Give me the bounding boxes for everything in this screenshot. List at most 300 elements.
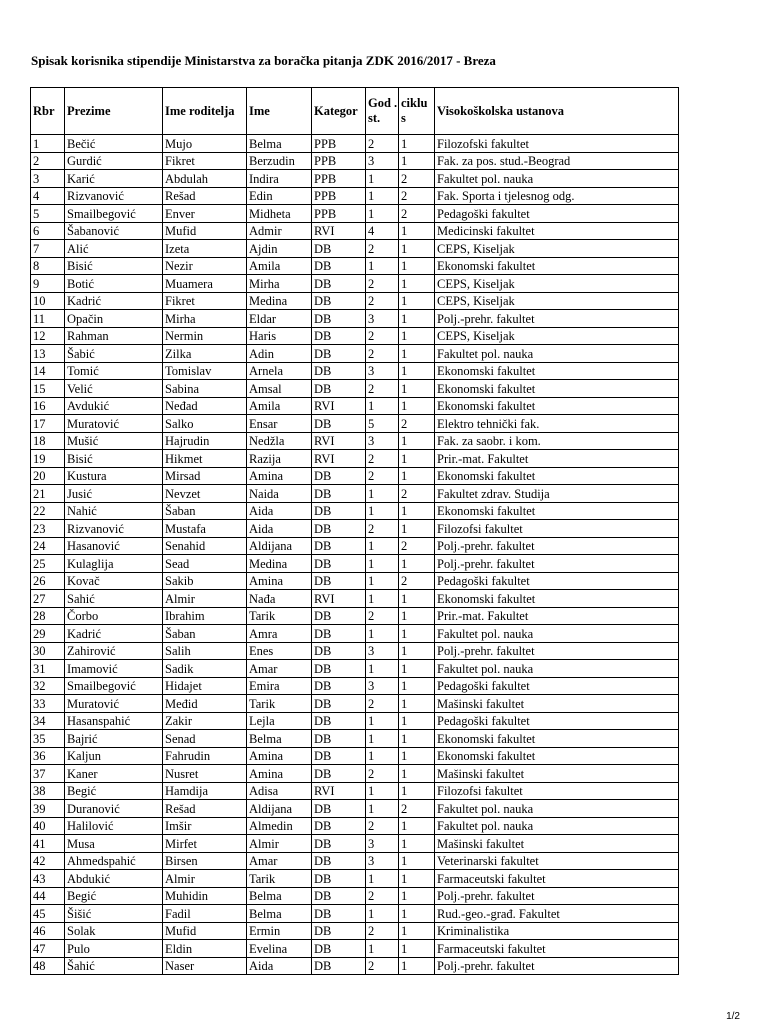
ciklus-cell: 1	[399, 625, 435, 643]
column-header-prezime: Prezime	[65, 88, 163, 135]
table-body	[31, 135, 679, 975]
ciklus-cell: 1	[399, 870, 435, 888]
kategorija-cell: DB	[312, 310, 366, 328]
ciklus-cell: 1	[399, 590, 435, 608]
ustanova-cell: Fakultet pol. nauka	[435, 817, 679, 835]
ime-cell: Nedžla	[247, 432, 312, 450]
prezime-cell: Ahmedspahić	[65, 852, 163, 870]
table-row	[31, 712, 679, 730]
prezime-cell: Hasanspahić	[65, 712, 163, 730]
ime-roditelja-cell: Muamera	[163, 275, 247, 293]
godina-cell: 1	[366, 257, 399, 275]
rbr-cell: 48	[31, 957, 65, 975]
table-row	[31, 467, 679, 485]
ime-cell: Tarik	[247, 870, 312, 888]
godina-cell: 4	[366, 222, 399, 240]
ime-roditelja-cell: Fadil	[163, 905, 247, 923]
ime-roditelja-cell: Šaban	[163, 502, 247, 520]
ustanova-cell: Ekonomski fakultet	[435, 257, 679, 275]
ime-cell: Mirha	[247, 275, 312, 293]
godina-cell: 1	[366, 782, 399, 800]
kategorija-cell: DB	[312, 940, 366, 958]
ime-cell: Evelina	[247, 940, 312, 958]
scholarship-table	[30, 87, 679, 975]
ime-cell: Tarik	[247, 607, 312, 625]
ustanova-cell: Mašinski fakultet	[435, 695, 679, 713]
ustanova-cell: Fakultet pol. nauka	[435, 345, 679, 363]
ustanova-cell: Ekonomski fakultet	[435, 590, 679, 608]
prezime-cell: Smailbegović	[65, 205, 163, 223]
godina-cell: 3	[366, 310, 399, 328]
prezime-cell: Karić	[65, 170, 163, 188]
ime-roditelja-cell: Eldin	[163, 940, 247, 958]
godina-cell: 2	[366, 345, 399, 363]
ciklus-cell: 1	[399, 695, 435, 713]
rbr-cell: 10	[31, 292, 65, 310]
ustanova-cell: Mašinski fakultet	[435, 765, 679, 783]
ciklus-cell: 1	[399, 327, 435, 345]
kategorija-cell: DB	[312, 537, 366, 555]
rbr-cell: 39	[31, 800, 65, 818]
godina-cell: 2	[366, 887, 399, 905]
rbr-cell: 9	[31, 275, 65, 293]
page-title: Spisak korisnika stipendije Ministarstva za boračka pitanja ZDK 2016/2017 - Breza	[31, 53, 496, 68]
rbr-cell: 17	[31, 415, 65, 433]
godina-cell: 2	[366, 817, 399, 835]
godina-cell: 2	[366, 957, 399, 975]
prezime-cell: Begić	[65, 887, 163, 905]
rbr-cell: 40	[31, 817, 65, 835]
kategorija-cell: DB	[312, 257, 366, 275]
ime-roditelja-cell: Rešad	[163, 800, 247, 818]
ciklus-cell: 1	[399, 677, 435, 695]
table-row	[31, 327, 679, 345]
rbr-cell: 23	[31, 520, 65, 538]
rbr-cell: 7	[31, 240, 65, 258]
rbr-cell: 45	[31, 905, 65, 923]
table-row	[31, 905, 679, 923]
ciklus-cell: 1	[399, 152, 435, 170]
rbr-cell: 22	[31, 502, 65, 520]
table-row	[31, 730, 679, 748]
ime-roditelja-cell: Enver	[163, 205, 247, 223]
ciklus-cell: 1	[399, 835, 435, 853]
godina-cell: 1	[366, 800, 399, 818]
kategorija-cell: DB	[312, 607, 366, 625]
ustanova-cell: Pedagoški fakultet	[435, 712, 679, 730]
prezime-cell: Alić	[65, 240, 163, 258]
table-row	[31, 870, 679, 888]
godina-cell: 1	[366, 660, 399, 678]
prezime-cell: Abdukić	[65, 870, 163, 888]
prezime-cell: Kaner	[65, 765, 163, 783]
ciklus-cell: 1	[399, 765, 435, 783]
table-row	[31, 152, 679, 170]
ime-cell: Amina	[247, 765, 312, 783]
ustanova-cell: CEPS, Kiseljak	[435, 327, 679, 345]
ime-cell: Eldar	[247, 310, 312, 328]
column-header-ime-roditelja: Ime roditelja	[163, 88, 247, 135]
rbr-cell: 42	[31, 852, 65, 870]
ustanova-cell: Fakultet pol. nauka	[435, 660, 679, 678]
ime-roditelja-cell: Nevzet	[163, 485, 247, 503]
ciklus-cell: 1	[399, 240, 435, 258]
ciklus-cell: 2	[399, 572, 435, 590]
table-row	[31, 852, 679, 870]
ustanova-cell: Rud.-geo.-građ. Fakultet	[435, 905, 679, 923]
column-header-godina-studija: God . st.	[366, 88, 399, 135]
prezime-cell: Imamović	[65, 660, 163, 678]
ime-roditelja-cell: Fikret	[163, 292, 247, 310]
kategorija-cell: DB	[312, 887, 366, 905]
prezime-cell: Rizvanović	[65, 520, 163, 538]
prezime-cell: Gurdić	[65, 152, 163, 170]
table-row	[31, 590, 679, 608]
kategorija-cell: RVI	[312, 397, 366, 415]
ciklus-cell: 1	[399, 957, 435, 975]
ciklus-cell: 1	[399, 310, 435, 328]
table-row	[31, 502, 679, 520]
table-row	[31, 537, 679, 555]
ustanova-cell: Fak. za saobr. i kom.	[435, 432, 679, 450]
table-header-row	[31, 88, 679, 135]
godina-cell: 1	[366, 905, 399, 923]
godina-cell: 1	[366, 625, 399, 643]
ime-roditelja-cell: Senad	[163, 730, 247, 748]
table-row	[31, 555, 679, 573]
ime-roditelja-cell: Sakib	[163, 572, 247, 590]
rbr-cell: 32	[31, 677, 65, 695]
ciklus-cell: 1	[399, 397, 435, 415]
ime-roditelja-cell: Muhidin	[163, 887, 247, 905]
godina-cell: 1	[366, 170, 399, 188]
ustanova-cell: Pedagoški fakultet	[435, 677, 679, 695]
column-header-ime: Ime	[247, 88, 312, 135]
ime-roditelja-cell: Hajrudin	[163, 432, 247, 450]
ime-cell: Belma	[247, 887, 312, 905]
godina-cell: 3	[366, 152, 399, 170]
prezime-cell: Velić	[65, 380, 163, 398]
kategorija-cell: DB	[312, 380, 366, 398]
godina-cell: 2	[366, 135, 399, 153]
ime-roditelja-cell: Sead	[163, 555, 247, 573]
ime-cell: Indira	[247, 170, 312, 188]
godina-cell: 2	[366, 292, 399, 310]
ustanova-cell: CEPS, Kiseljak	[435, 292, 679, 310]
rbr-cell: 6	[31, 222, 65, 240]
godina-cell: 1	[366, 712, 399, 730]
ustanova-cell: CEPS, Kiseljak	[435, 240, 679, 258]
page-number: 1/2	[726, 1011, 740, 1022]
table-row	[31, 310, 679, 328]
ustanova-cell: Filozofsi fakultet	[435, 782, 679, 800]
prezime-cell: Rahman	[65, 327, 163, 345]
ciklus-cell: 1	[399, 660, 435, 678]
prezime-cell: Kaljun	[65, 747, 163, 765]
rbr-cell: 1	[31, 135, 65, 153]
kategorija-cell: DB	[312, 695, 366, 713]
godina-cell: 3	[366, 677, 399, 695]
ustanova-cell: Ekonomski fakultet	[435, 467, 679, 485]
godina-cell: 1	[366, 502, 399, 520]
ime-cell: Adisa	[247, 782, 312, 800]
godina-cell: 2	[366, 450, 399, 468]
ciklus-cell: 1	[399, 362, 435, 380]
ime-roditelja-cell: Abdulah	[163, 170, 247, 188]
ime-cell: Amra	[247, 625, 312, 643]
prezime-cell: Muratović	[65, 415, 163, 433]
kategorija-cell: DB	[312, 712, 366, 730]
ustanova-cell: Prir.-mat. Fakultet	[435, 450, 679, 468]
kategorija-cell: DB	[312, 292, 366, 310]
ime-cell: Ensar	[247, 415, 312, 433]
ime-roditelja-cell: Rešad	[163, 187, 247, 205]
ime-roditelja-cell: Šaban	[163, 625, 247, 643]
ime-cell: Almedin	[247, 817, 312, 835]
kategorija-cell: DB	[312, 677, 366, 695]
kategorija-cell: PPB	[312, 187, 366, 205]
ciklus-cell: 2	[399, 800, 435, 818]
ustanova-cell: Ekonomski fakultet	[435, 380, 679, 398]
table-row	[31, 205, 679, 223]
kategorija-cell: DB	[312, 520, 366, 538]
table-row	[31, 415, 679, 433]
rbr-cell: 14	[31, 362, 65, 380]
ime-cell: Amsal	[247, 380, 312, 398]
ime-roditelja-cell: Mujo	[163, 135, 247, 153]
ustanova-cell: Farmaceutski fakultet	[435, 870, 679, 888]
table-row	[31, 677, 679, 695]
column-header-ustanova: Visokoškolska ustanova	[435, 88, 679, 135]
kategorija-cell: DB	[312, 922, 366, 940]
prezime-cell: Bečić	[65, 135, 163, 153]
rbr-cell: 12	[31, 327, 65, 345]
ciklus-cell: 1	[399, 730, 435, 748]
rbr-cell: 4	[31, 187, 65, 205]
ime-roditelja-cell: Nusret	[163, 765, 247, 783]
prezime-cell: Avdukić	[65, 397, 163, 415]
kategorija-cell: RVI	[312, 222, 366, 240]
ustanova-cell: Fak. za pos. stud.-Beograd	[435, 152, 679, 170]
kategorija-cell: DB	[312, 957, 366, 975]
godina-cell: 2	[366, 607, 399, 625]
ustanova-cell: Polj.-prehr. fakultet	[435, 555, 679, 573]
ime-cell: Aida	[247, 520, 312, 538]
ime-cell: Amila	[247, 397, 312, 415]
ime-roditelja-cell: Salko	[163, 415, 247, 433]
godina-cell: 3	[366, 642, 399, 660]
kategorija-cell: DB	[312, 485, 366, 503]
ime-cell: Aida	[247, 502, 312, 520]
rbr-cell: 11	[31, 310, 65, 328]
ciklus-cell: 1	[399, 852, 435, 870]
ustanova-cell: Fakultet pol. nauka	[435, 625, 679, 643]
table-row	[31, 625, 679, 643]
ime-cell: Razija	[247, 450, 312, 468]
prezime-cell: Mušić	[65, 432, 163, 450]
ime-cell: Enes	[247, 642, 312, 660]
prezime-cell: Šahić	[65, 957, 163, 975]
ime-cell: Amar	[247, 852, 312, 870]
ime-roditelja-cell: Almir	[163, 590, 247, 608]
ime-cell: Belma	[247, 905, 312, 923]
rbr-cell: 27	[31, 590, 65, 608]
rbr-cell: 31	[31, 660, 65, 678]
ustanova-cell: Kriminalistika	[435, 922, 679, 940]
ime-roditelja-cell: Fahrudin	[163, 747, 247, 765]
column-header-ciklus: ciklu s	[399, 88, 435, 135]
ime-roditelja-cell: Mirfet	[163, 835, 247, 853]
godina-cell: 2	[366, 275, 399, 293]
table-row	[31, 765, 679, 783]
kategorija-cell: DB	[312, 327, 366, 345]
table-row	[31, 275, 679, 293]
prezime-cell: Kovač	[65, 572, 163, 590]
prezime-cell: Bisić	[65, 450, 163, 468]
ime-roditelja-cell: Hidajet	[163, 677, 247, 695]
ime-cell: Emira	[247, 677, 312, 695]
ime-roditelja-cell: Birsen	[163, 852, 247, 870]
table-row	[31, 607, 679, 625]
ime-roditelja-cell: Zilka	[163, 345, 247, 363]
ime-roditelja-cell: Fikret	[163, 152, 247, 170]
kategorija-cell: RVI	[312, 450, 366, 468]
table-row	[31, 345, 679, 363]
ciklus-cell: 1	[399, 940, 435, 958]
rbr-cell: 36	[31, 747, 65, 765]
ustanova-cell: Medicinski fakultet	[435, 222, 679, 240]
table-row	[31, 817, 679, 835]
table-row	[31, 660, 679, 678]
table-row	[31, 695, 679, 713]
table-row	[31, 940, 679, 958]
rbr-cell: 20	[31, 467, 65, 485]
ime-roditelja-cell: Nezir	[163, 257, 247, 275]
ime-roditelja-cell: Hikmet	[163, 450, 247, 468]
rbr-cell: 18	[31, 432, 65, 450]
prezime-cell: Solak	[65, 922, 163, 940]
ustanova-cell: Polj.-prehr. fakultet	[435, 957, 679, 975]
godina-cell: 1	[366, 537, 399, 555]
rbr-cell: 34	[31, 712, 65, 730]
prezime-cell: Musa	[65, 835, 163, 853]
rbr-cell: 43	[31, 870, 65, 888]
ime-roditelja-cell: Izeta	[163, 240, 247, 258]
rbr-cell: 35	[31, 730, 65, 748]
prezime-cell: Kadrić	[65, 625, 163, 643]
ciklus-cell: 2	[399, 537, 435, 555]
kategorija-cell: DB	[312, 835, 366, 853]
ciklus-cell: 1	[399, 502, 435, 520]
prezime-cell: Šabanović	[65, 222, 163, 240]
kategorija-cell: DB	[312, 905, 366, 923]
prezime-cell: Nahić	[65, 502, 163, 520]
ciklus-cell: 1	[399, 450, 435, 468]
prezime-cell: Duranović	[65, 800, 163, 818]
ime-roditelja-cell: Mirsad	[163, 467, 247, 485]
ciklus-cell: 1	[399, 222, 435, 240]
prezime-cell: Bisić	[65, 257, 163, 275]
prezime-cell: Muratović	[65, 695, 163, 713]
table-row	[31, 432, 679, 450]
rbr-cell: 24	[31, 537, 65, 555]
godina-cell: 3	[366, 432, 399, 450]
godina-cell: 3	[366, 852, 399, 870]
ciklus-cell: 1	[399, 432, 435, 450]
ime-cell: Belma	[247, 135, 312, 153]
rbr-cell: 28	[31, 607, 65, 625]
ciklus-cell: 1	[399, 380, 435, 398]
ime-roditelja-cell: Hamdija	[163, 782, 247, 800]
table-row	[31, 642, 679, 660]
godina-cell: 2	[366, 380, 399, 398]
ustanova-cell: Mašinski fakultet	[435, 835, 679, 853]
kategorija-cell: DB	[312, 660, 366, 678]
table-row	[31, 240, 679, 258]
ciklus-cell: 1	[399, 887, 435, 905]
kategorija-cell: DB	[312, 555, 366, 573]
prezime-cell: Rizvanović	[65, 187, 163, 205]
prezime-cell: Sahić	[65, 590, 163, 608]
table-row	[31, 380, 679, 398]
ime-cell: Lejla	[247, 712, 312, 730]
ime-cell: Aldijana	[247, 537, 312, 555]
ustanova-cell: Pedagoški fakultet	[435, 205, 679, 223]
table-row	[31, 957, 679, 975]
rbr-cell: 3	[31, 170, 65, 188]
ciklus-cell: 1	[399, 922, 435, 940]
kategorija-cell: PPB	[312, 152, 366, 170]
table-row	[31, 170, 679, 188]
godina-cell: 3	[366, 835, 399, 853]
ime-cell: Amila	[247, 257, 312, 275]
ciklus-cell: 1	[399, 817, 435, 835]
table-row	[31, 572, 679, 590]
kategorija-cell: DB	[312, 870, 366, 888]
kategorija-cell: DB	[312, 747, 366, 765]
ustanova-cell: Prir.-mat. Fakultet	[435, 607, 679, 625]
kategorija-cell: PPB	[312, 135, 366, 153]
ciklus-cell: 1	[399, 292, 435, 310]
ime-cell: Amina	[247, 467, 312, 485]
godina-cell: 2	[366, 327, 399, 345]
ustanova-cell: Filozofski fakultet	[435, 135, 679, 153]
ustanova-cell: Fak. Sporta i tjelesnog odg.	[435, 187, 679, 205]
prezime-cell: Begić	[65, 782, 163, 800]
ciklus-cell: 1	[399, 555, 435, 573]
ustanova-cell: Farmaceutski fakultet	[435, 940, 679, 958]
ime-roditelja-cell: Imšir	[163, 817, 247, 835]
table-row	[31, 257, 679, 275]
kategorija-cell: DB	[312, 415, 366, 433]
godina-cell: 1	[366, 187, 399, 205]
rbr-cell: 13	[31, 345, 65, 363]
rbr-cell: 37	[31, 765, 65, 783]
ustanova-cell: Ekonomski fakultet	[435, 730, 679, 748]
prezime-cell: Kulaglija	[65, 555, 163, 573]
godina-cell: 1	[366, 940, 399, 958]
rbr-cell: 8	[31, 257, 65, 275]
ime-cell: Amar	[247, 660, 312, 678]
ime-cell: Admir	[247, 222, 312, 240]
ime-cell: Amina	[247, 747, 312, 765]
godina-cell: 1	[366, 485, 399, 503]
ciklus-cell: 1	[399, 607, 435, 625]
ustanova-cell: Polj.-prehr. fakultet	[435, 642, 679, 660]
ime-cell: Arnela	[247, 362, 312, 380]
ustanova-cell: Polj.-prehr. fakultet	[435, 310, 679, 328]
prezime-cell: Smailbegović	[65, 677, 163, 695]
